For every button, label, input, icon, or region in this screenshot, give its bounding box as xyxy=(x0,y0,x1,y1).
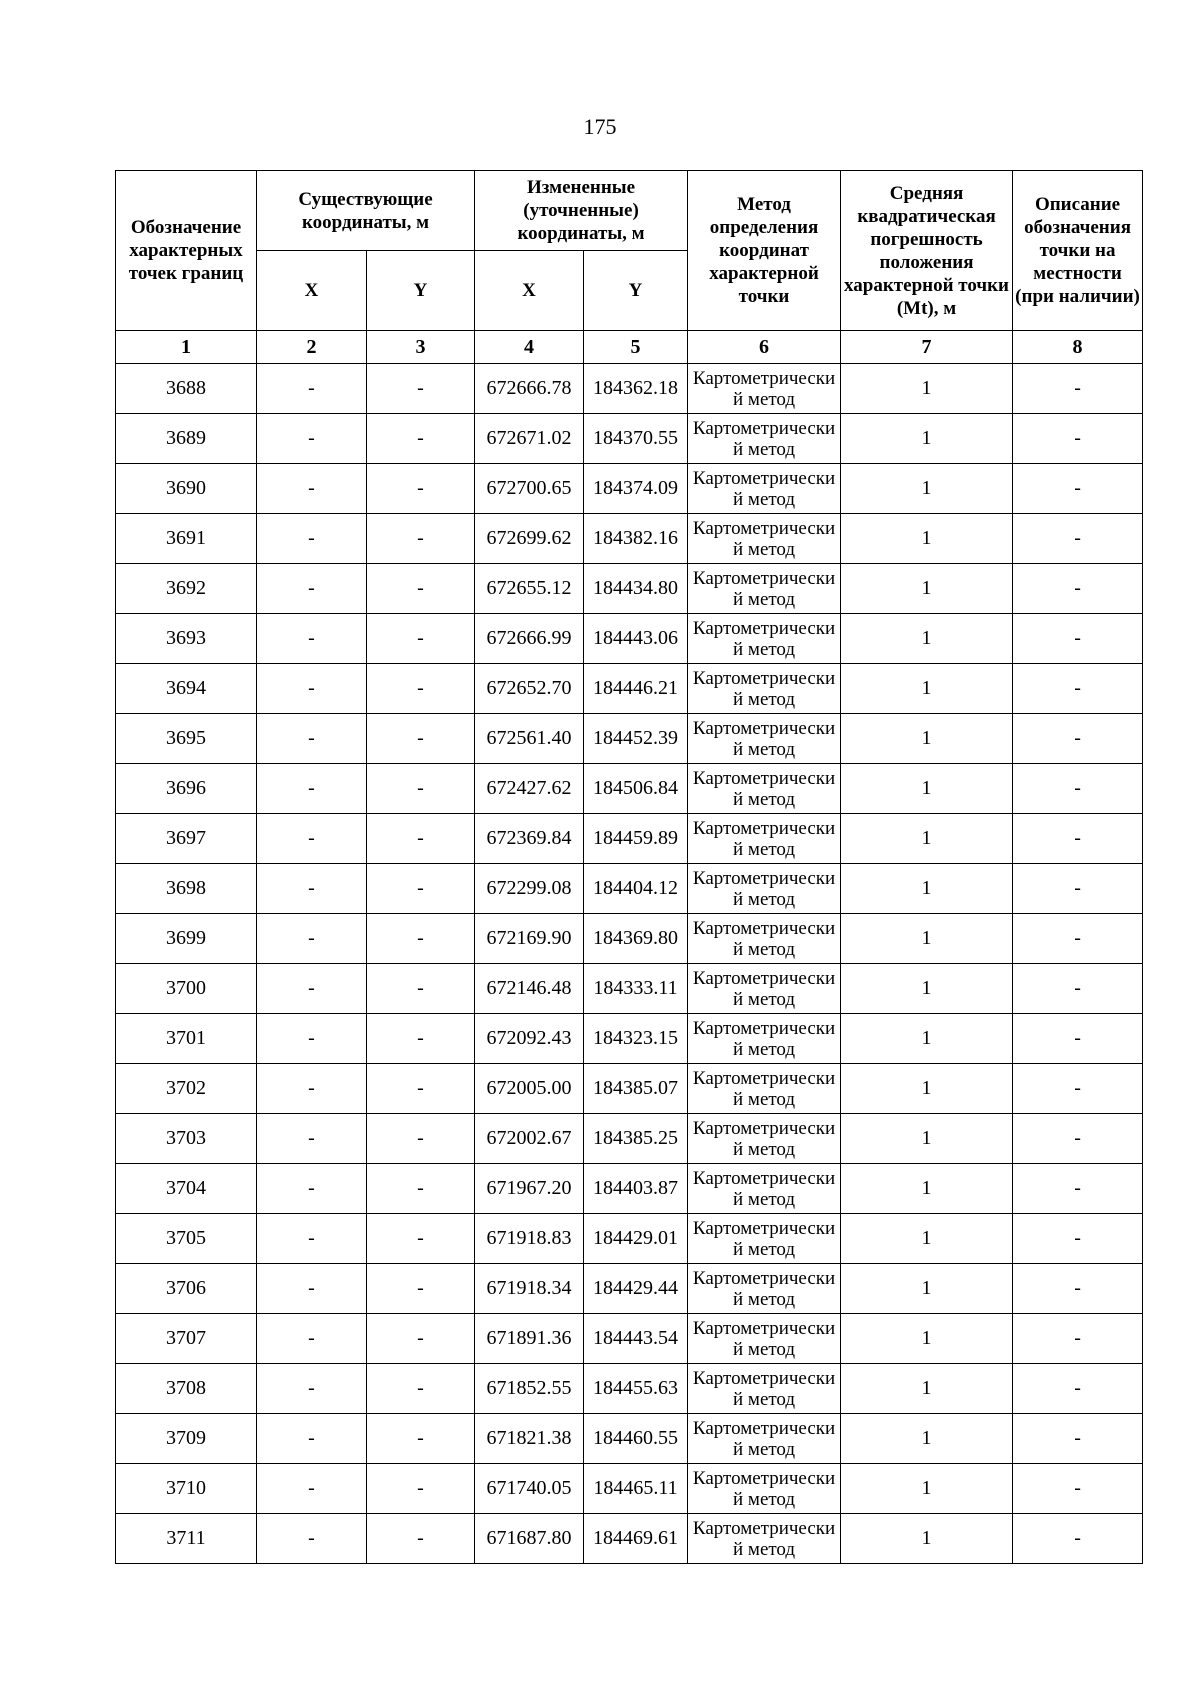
cell-existing-y: - xyxy=(367,1464,475,1514)
cell-existing-y: - xyxy=(367,414,475,464)
cell-changed-y: 184469.61 xyxy=(584,1514,688,1564)
cell-mean-square-error: 1 xyxy=(841,1314,1013,1364)
cell-point: 3704 xyxy=(116,1164,257,1214)
cell-mean-square-error: 1 xyxy=(841,1014,1013,1064)
cell-changed-y: 184434.80 xyxy=(584,564,688,614)
cell-mean-square-error: 1 xyxy=(841,1514,1013,1564)
table-row xyxy=(116,1514,1143,1564)
cell-description: - xyxy=(1013,814,1143,864)
cell-point: 3693 xyxy=(116,614,257,664)
cell-existing-x: - xyxy=(257,1064,367,1114)
cell-existing-x: - xyxy=(257,814,367,864)
cell-method: Картометрический метод xyxy=(688,614,841,664)
cell-description: - xyxy=(1013,1464,1143,1514)
cell-description: - xyxy=(1013,1414,1143,1464)
cell-mean-square-error: 1 xyxy=(841,1264,1013,1314)
table-row xyxy=(116,764,1143,814)
cell-existing-x: - xyxy=(257,1464,367,1514)
cell-point: 3708 xyxy=(116,1364,257,1414)
cell-existing-y: - xyxy=(367,1114,475,1164)
cell-mean-square-error: 1 xyxy=(841,514,1013,564)
header-changed-coords: Измененные (уточненные) координаты, м xyxy=(475,171,688,251)
cell-changed-y: 184459.89 xyxy=(584,814,688,864)
cell-method: Картометрический метод xyxy=(688,414,841,464)
cell-mean-square-error: 1 xyxy=(841,914,1013,964)
cell-changed-y: 184460.55 xyxy=(584,1414,688,1464)
cell-existing-x: - xyxy=(257,864,367,914)
cell-description: - xyxy=(1013,614,1143,664)
cell-existing-x: - xyxy=(257,914,367,964)
cell-changed-x: 672666.78 xyxy=(475,364,584,414)
cell-method: Картометрический метод xyxy=(688,1214,841,1264)
cell-changed-y: 184506.84 xyxy=(584,764,688,814)
table-row xyxy=(116,664,1143,714)
cell-existing-x: - xyxy=(257,1164,367,1214)
cell-mean-square-error: 1 xyxy=(841,564,1013,614)
column-number: 5 xyxy=(584,331,688,364)
cell-mean-square-error: 1 xyxy=(841,364,1013,414)
cell-mean-square-error: 1 xyxy=(841,1064,1013,1114)
cell-changed-y: 184374.09 xyxy=(584,464,688,514)
cell-changed-x: 672666.99 xyxy=(475,614,584,664)
cell-method: Картометрический метод xyxy=(688,664,841,714)
cell-mean-square-error: 1 xyxy=(841,864,1013,914)
header-existing-x: X xyxy=(257,251,367,331)
table-row xyxy=(116,564,1143,614)
cell-existing-y: - xyxy=(367,514,475,564)
cell-point: 3699 xyxy=(116,914,257,964)
cell-existing-y: - xyxy=(367,1014,475,1064)
cell-mean-square-error: 1 xyxy=(841,664,1013,714)
header-description: Описание обозначения точки на местности (при наличии) xyxy=(1013,171,1143,331)
cell-method: Картометрический метод xyxy=(688,464,841,514)
cell-method: Картометрический метод xyxy=(688,1514,841,1564)
cell-method: Картометрический метод xyxy=(688,514,841,564)
header-existing-y: Y xyxy=(367,251,475,331)
cell-changed-y: 184446.21 xyxy=(584,664,688,714)
column-number: 2 xyxy=(257,331,367,364)
cell-changed-x: 671852.55 xyxy=(475,1364,584,1414)
cell-changed-x: 671821.38 xyxy=(475,1414,584,1464)
table-row xyxy=(116,364,1143,414)
cell-changed-x: 672299.08 xyxy=(475,864,584,914)
cell-existing-y: - xyxy=(367,964,475,1014)
cell-point: 3700 xyxy=(116,964,257,1014)
cell-description: - xyxy=(1013,564,1143,614)
cell-mean-square-error: 1 xyxy=(841,414,1013,464)
cell-point: 3690 xyxy=(116,464,257,514)
cell-changed-y: 184385.07 xyxy=(584,1064,688,1114)
cell-existing-y: - xyxy=(367,1214,475,1264)
cell-changed-y: 184443.06 xyxy=(584,614,688,664)
column-number: 4 xyxy=(475,331,584,364)
cell-description: - xyxy=(1013,1164,1143,1214)
header-mean-square-error: Средняя квадратическая погрешность положения характерной точки (Mt), м xyxy=(841,171,1013,331)
cell-changed-y: 184404.12 xyxy=(584,864,688,914)
cell-point: 3698 xyxy=(116,864,257,914)
coordinates-table xyxy=(115,170,1143,1564)
cell-description: - xyxy=(1013,1114,1143,1164)
cell-method: Картометрический метод xyxy=(688,1064,841,1114)
cell-description: - xyxy=(1013,464,1143,514)
cell-description: - xyxy=(1013,1064,1143,1114)
cell-changed-x: 672002.67 xyxy=(475,1114,584,1164)
cell-method: Картометрический метод xyxy=(688,564,841,614)
cell-existing-x: - xyxy=(257,1014,367,1064)
cell-existing-y: - xyxy=(367,1264,475,1314)
cell-changed-y: 184403.87 xyxy=(584,1164,688,1214)
cell-description: - xyxy=(1013,1314,1143,1364)
cell-mean-square-error: 1 xyxy=(841,964,1013,1014)
header-method: Метод определения координат характерной точки xyxy=(688,171,841,331)
cell-point: 3694 xyxy=(116,664,257,714)
cell-method: Картометрический метод xyxy=(688,864,841,914)
cell-mean-square-error: 1 xyxy=(841,1214,1013,1264)
cell-existing-y: - xyxy=(367,1364,475,1414)
cell-mean-square-error: 1 xyxy=(841,614,1013,664)
cell-changed-y: 184452.39 xyxy=(584,714,688,764)
cell-changed-y: 184385.25 xyxy=(584,1114,688,1164)
table-row xyxy=(116,1414,1143,1464)
cell-changed-x: 671891.36 xyxy=(475,1314,584,1364)
cell-changed-x: 672146.48 xyxy=(475,964,584,1014)
cell-point: 3705 xyxy=(116,1214,257,1264)
cell-changed-y: 184382.16 xyxy=(584,514,688,564)
cell-description: - xyxy=(1013,414,1143,464)
column-number: 6 xyxy=(688,331,841,364)
table-body xyxy=(116,364,1143,1564)
cell-existing-y: - xyxy=(367,664,475,714)
cell-point: 3702 xyxy=(116,1064,257,1114)
cell-existing-y: - xyxy=(367,1514,475,1564)
cell-existing-x: - xyxy=(257,1364,367,1414)
cell-description: - xyxy=(1013,1364,1143,1414)
cell-existing-y: - xyxy=(367,1164,475,1214)
cell-point: 3692 xyxy=(116,564,257,614)
cell-point: 3689 xyxy=(116,414,257,464)
cell-changed-y: 184369.80 xyxy=(584,914,688,964)
cell-existing-x: - xyxy=(257,1514,367,1564)
cell-mean-square-error: 1 xyxy=(841,764,1013,814)
cell-method: Картометрический метод xyxy=(688,1164,841,1214)
cell-mean-square-error: 1 xyxy=(841,814,1013,864)
cell-existing-y: - xyxy=(367,1414,475,1464)
table-row xyxy=(116,864,1143,914)
cell-changed-x: 671967.20 xyxy=(475,1164,584,1214)
page-number: 175 xyxy=(583,114,617,139)
cell-changed-y: 184429.01 xyxy=(584,1214,688,1264)
cell-point: 3709 xyxy=(116,1414,257,1464)
cell-method: Картометрический метод xyxy=(688,1014,841,1064)
cell-existing-x: - xyxy=(257,764,367,814)
table-row xyxy=(116,1114,1143,1164)
cell-mean-square-error: 1 xyxy=(841,1164,1013,1214)
column-numbers-row xyxy=(116,331,1143,364)
cell-method: Картометрический метод xyxy=(688,714,841,764)
cell-existing-y: - xyxy=(367,764,475,814)
cell-existing-x: - xyxy=(257,514,367,564)
table-row xyxy=(116,614,1143,664)
cell-description: - xyxy=(1013,364,1143,414)
table-row xyxy=(116,464,1143,514)
table-row xyxy=(116,514,1143,564)
cell-mean-square-error: 1 xyxy=(841,1414,1013,1464)
cell-changed-x: 671918.34 xyxy=(475,1264,584,1314)
cell-changed-x: 672369.84 xyxy=(475,814,584,864)
column-number: 7 xyxy=(841,331,1013,364)
column-number: 3 xyxy=(367,331,475,364)
cell-changed-x: 672427.62 xyxy=(475,764,584,814)
cell-mean-square-error: 1 xyxy=(841,1364,1013,1414)
cell-existing-y: - xyxy=(367,1314,475,1364)
column-number: 1 xyxy=(116,331,257,364)
cell-existing-x: - xyxy=(257,1264,367,1314)
table-row xyxy=(116,1164,1143,1214)
cell-method: Картометрический метод xyxy=(688,364,841,414)
cell-changed-y: 184465.11 xyxy=(584,1464,688,1514)
table-row xyxy=(116,1264,1143,1314)
cell-description: - xyxy=(1013,514,1143,564)
header-point-designation: Обозначение характерных точек границ xyxy=(116,171,257,331)
table-row xyxy=(116,1014,1143,1064)
cell-mean-square-error: 1 xyxy=(841,714,1013,764)
cell-existing-y: - xyxy=(367,814,475,864)
cell-changed-y: 184323.15 xyxy=(584,1014,688,1064)
cell-existing-x: - xyxy=(257,714,367,764)
cell-changed-y: 184455.63 xyxy=(584,1364,688,1414)
table-row xyxy=(116,814,1143,864)
cell-changed-x: 672652.70 xyxy=(475,664,584,714)
column-number: 8 xyxy=(1013,331,1143,364)
cell-existing-y: - xyxy=(367,1064,475,1114)
cell-existing-x: - xyxy=(257,1214,367,1264)
header-changed-y: Y xyxy=(584,251,688,331)
cell-mean-square-error: 1 xyxy=(841,1114,1013,1164)
cell-existing-x: - xyxy=(257,364,367,414)
table-row xyxy=(116,414,1143,464)
cell-existing-x: - xyxy=(257,964,367,1014)
cell-existing-x: - xyxy=(257,1314,367,1364)
cell-existing-x: - xyxy=(257,414,367,464)
cell-description: - xyxy=(1013,1264,1143,1314)
cell-existing-y: - xyxy=(367,614,475,664)
cell-existing-x: - xyxy=(257,564,367,614)
cell-changed-x: 672655.12 xyxy=(475,564,584,614)
cell-point: 3688 xyxy=(116,364,257,414)
cell-existing-y: - xyxy=(367,864,475,914)
cell-method: Картометрический метод xyxy=(688,964,841,1014)
cell-existing-x: - xyxy=(257,664,367,714)
cell-description: - xyxy=(1013,914,1143,964)
cell-point: 3691 xyxy=(116,514,257,564)
cell-existing-y: - xyxy=(367,714,475,764)
cell-existing-x: - xyxy=(257,614,367,664)
cell-existing-y: - xyxy=(367,464,475,514)
cell-changed-y: 184333.11 xyxy=(584,964,688,1014)
table-row xyxy=(116,1364,1143,1414)
cell-changed-x: 672561.40 xyxy=(475,714,584,764)
cell-point: 3711 xyxy=(116,1514,257,1564)
cell-description: - xyxy=(1013,714,1143,764)
cell-changed-y: 184370.55 xyxy=(584,414,688,464)
cell-description: - xyxy=(1013,1514,1143,1564)
cell-existing-x: - xyxy=(257,1414,367,1464)
cell-changed-x: 672005.00 xyxy=(475,1064,584,1114)
cell-description: - xyxy=(1013,864,1143,914)
cell-changed-x: 672699.62 xyxy=(475,514,584,564)
cell-point: 3703 xyxy=(116,1114,257,1164)
cell-changed-x: 672700.65 xyxy=(475,464,584,514)
header-changed-x: X xyxy=(475,251,584,331)
cell-method: Картометрический метод xyxy=(688,814,841,864)
table-row xyxy=(116,714,1143,764)
cell-changed-x: 671918.83 xyxy=(475,1214,584,1264)
cell-point: 3697 xyxy=(116,814,257,864)
table-row xyxy=(116,1314,1143,1364)
cell-mean-square-error: 1 xyxy=(841,1464,1013,1514)
header-existing-coords: Существующие координаты, м xyxy=(257,171,475,251)
cell-changed-y: 184443.54 xyxy=(584,1314,688,1364)
cell-method: Картометрический метод xyxy=(688,1364,841,1414)
cell-existing-y: - xyxy=(367,364,475,414)
cell-method: Картометрический метод xyxy=(688,1114,841,1164)
cell-description: - xyxy=(1013,1214,1143,1264)
cell-method: Картометрический метод xyxy=(688,914,841,964)
cell-description: - xyxy=(1013,664,1143,714)
cell-point: 3707 xyxy=(116,1314,257,1364)
table-row xyxy=(116,914,1143,964)
cell-existing-x: - xyxy=(257,464,367,514)
cell-description: - xyxy=(1013,1014,1143,1064)
cell-changed-x: 671687.80 xyxy=(475,1514,584,1564)
cell-existing-y: - xyxy=(367,564,475,614)
cell-point: 3701 xyxy=(116,1014,257,1064)
cell-mean-square-error: 1 xyxy=(841,464,1013,514)
cell-method: Картометрический метод xyxy=(688,1314,841,1364)
cell-point: 3710 xyxy=(116,1464,257,1514)
cell-existing-x: - xyxy=(257,1114,367,1164)
cell-changed-y: 184362.18 xyxy=(584,364,688,414)
table-row xyxy=(116,964,1143,1014)
table-row xyxy=(116,1214,1143,1264)
cell-point: 3696 xyxy=(116,764,257,814)
cell-point: 3695 xyxy=(116,714,257,764)
cell-changed-x: 672671.02 xyxy=(475,414,584,464)
cell-method: Картометрический метод xyxy=(688,1414,841,1464)
cell-description: - xyxy=(1013,764,1143,814)
cell-description: - xyxy=(1013,964,1143,1014)
table-row xyxy=(116,1464,1143,1514)
cell-changed-x: 672092.43 xyxy=(475,1014,584,1064)
cell-changed-x: 672169.90 xyxy=(475,914,584,964)
cell-changed-x: 671740.05 xyxy=(475,1464,584,1514)
cell-changed-y: 184429.44 xyxy=(584,1264,688,1314)
cell-method: Картометрический метод xyxy=(688,1264,841,1314)
cell-point: 3706 xyxy=(116,1264,257,1314)
cell-existing-y: - xyxy=(367,914,475,964)
cell-method: Картометрический метод xyxy=(688,764,841,814)
table-row xyxy=(116,1064,1143,1114)
cell-method: Картометрический метод xyxy=(688,1464,841,1514)
